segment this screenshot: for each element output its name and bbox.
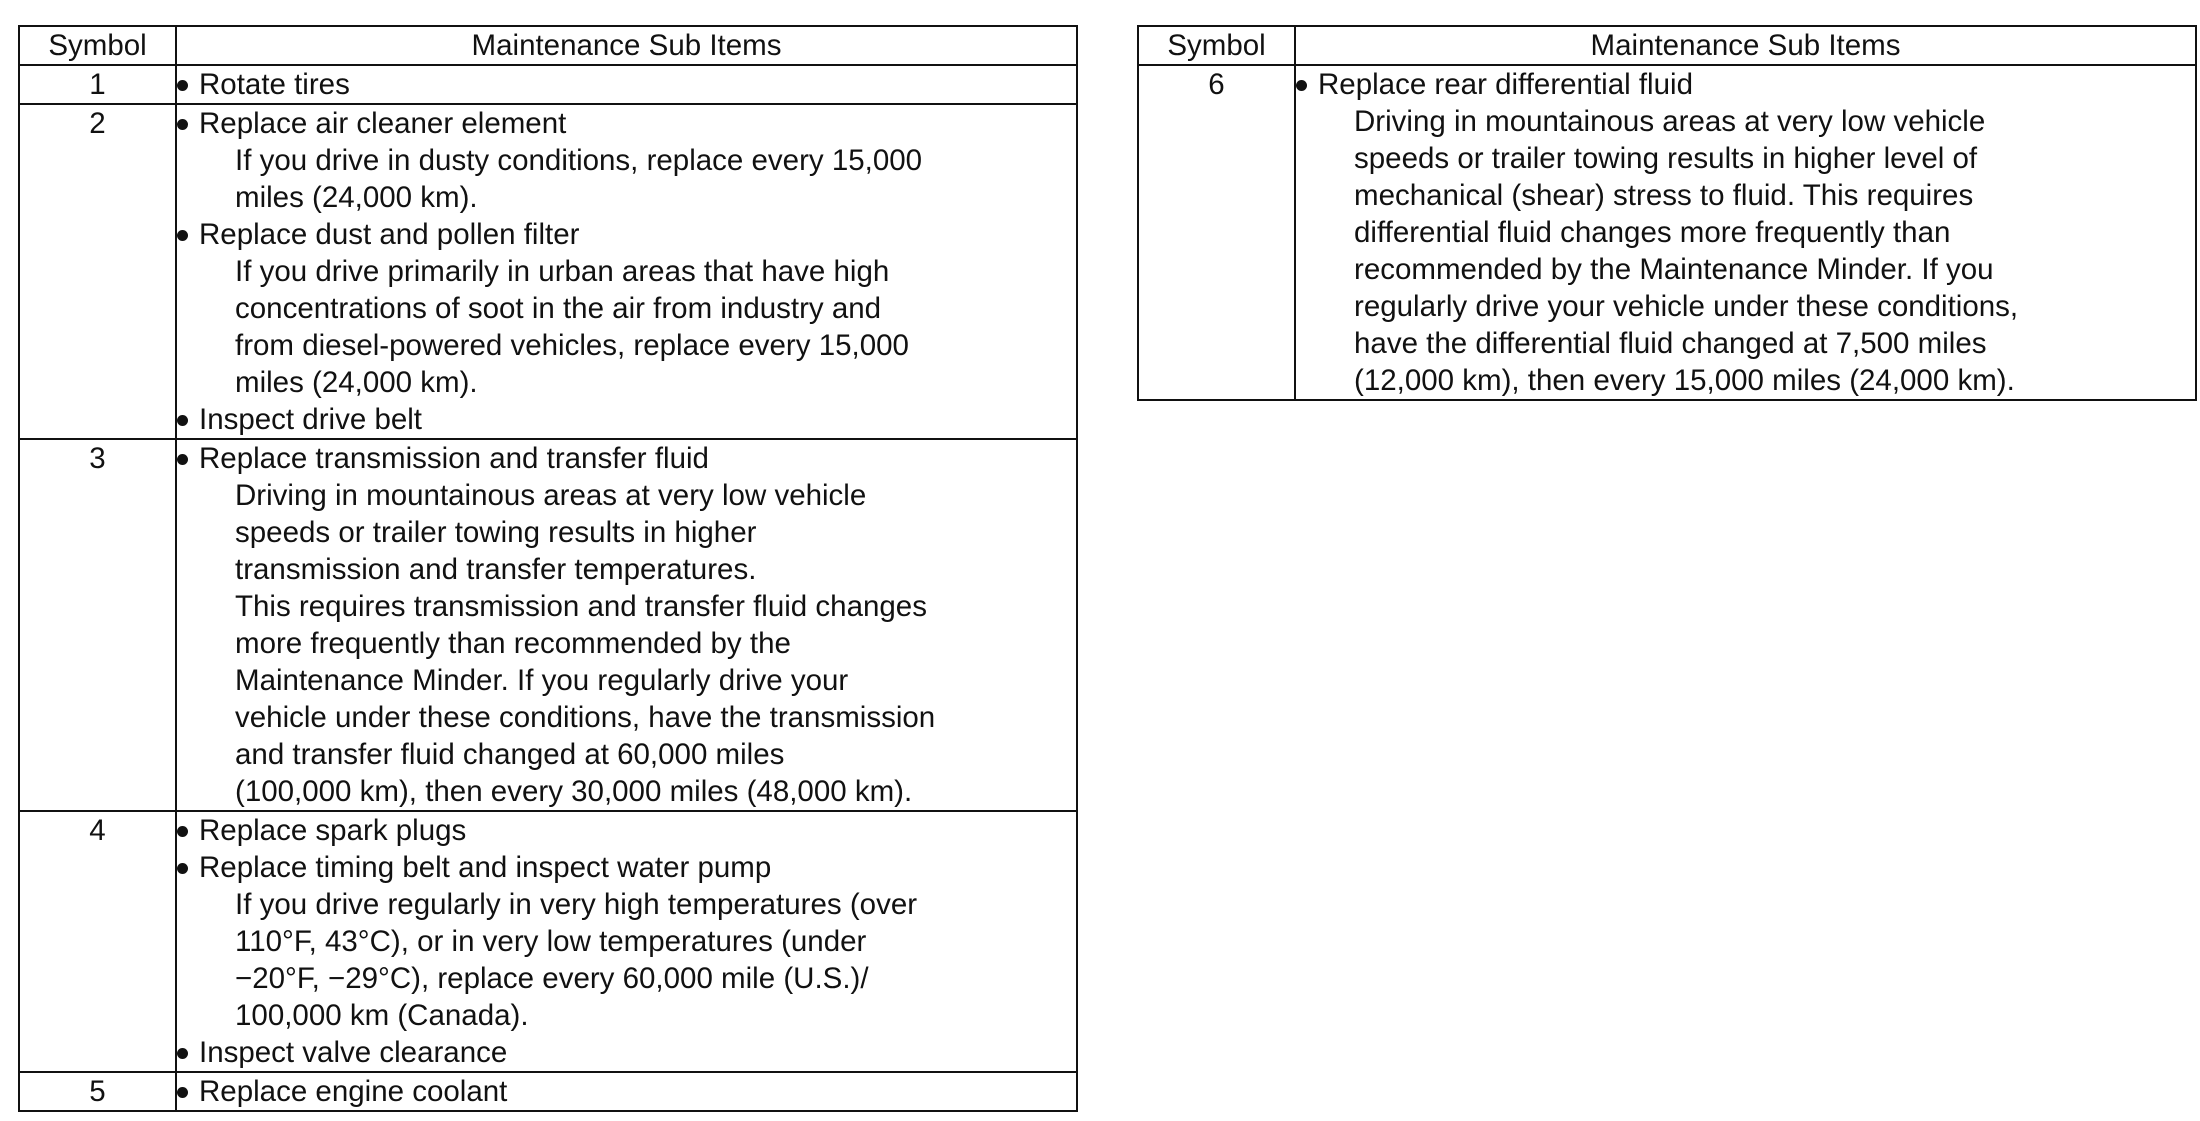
symbol-cell: 6 [1138,65,1295,400]
symbol-cell: 3 [19,439,176,811]
maintenance-item-note: Driving in mountainous areas at very low vehicle speeds or trailer towing results in higher transmission and transfer temperatures. This requires transmission and transfer fluid changes more frequently than recommended by the Maintenance Minder. If you regularly drive your vehicle under these conditions, have the transmission and transfer fluid changed at 60,000 miles (100,000 km), then every 30,000 miles (48,000 km). [235,479,936,808]
sub-items-cell [176,439,1077,811]
maintenance-table-left [18,25,1078,1112]
sub-items-column-header: Maintenance Sub Items [176,26,1077,65]
maintenance-item-note: If you drive in dusty conditions, replace every 15,000 miles (24,000 km). [235,144,923,214]
symbol-column-header: Symbol [19,26,176,65]
table-body [19,65,1077,1111]
table-header-row [19,26,1077,65]
maintenance-table-right [1137,25,2197,401]
sub-items-cell [1295,65,2196,400]
table-header-row [1138,26,2196,65]
maintenance-item: Replace engine coolant [177,1073,1076,1110]
maintenance-item: Inspect valve clearance [177,1034,1076,1071]
sub-items-cell [176,104,1077,439]
maintenance-item: Rotate tires [177,66,1076,103]
sub-items-cell [176,811,1077,1072]
table-row [19,811,1077,1072]
table-body [1138,65,2196,400]
sub-items-cell [176,1072,1077,1111]
maintenance-item: Replace dust and pollen filter [177,216,1076,253]
table-row [19,104,1077,439]
maintenance-item: Replace transmission and transfer fluid [177,440,1076,477]
table-row [19,1072,1077,1111]
maintenance-item: Replace timing belt and inspect water pump [177,849,1076,886]
maintenance-item: Inspect drive belt [177,401,1076,438]
table-row [1138,65,2196,400]
symbol-cell: 1 [19,65,176,104]
maintenance-item: Replace rear differential fluid [1296,66,2195,103]
symbol-cell: 4 [19,811,176,1072]
sub-items-column-header: Maintenance Sub Items [1295,26,2196,65]
maintenance-item-note: Driving in mountainous areas at very low vehicle speeds or trailer towing results in higher level of mechanical (shear) stress to fluid. This requires differential fluid changes more frequently than recommended by the Maintenance Minder. If you regularly drive your vehicle under these conditions, have the differential fluid changed at 7,500 miles (12,000 km), then every 15,000 miles (24,000 km). [1354,105,2019,397]
maintenance-item: Replace spark plugs [177,812,1076,849]
maintenance-item-note: If you drive regularly in very high temperatures (over 110°F, 43°C), or in very low temperatures (under −20°F, −29°C), replace every 60,000 mile (U.S.)/ 100,000 km (Canada). [235,888,918,1032]
table-row [19,439,1077,811]
symbol-cell: 2 [19,104,176,439]
symbol-cell: 5 [19,1072,176,1111]
symbol-column-header: Symbol [1138,26,1295,65]
table-row [19,65,1077,104]
sub-items-cell [176,65,1077,104]
maintenance-item: Replace air cleaner element [177,105,1076,142]
maintenance-item-note: If you drive primarily in urban areas that have high concentrations of soot in the air from industry and from diesel-powered vehicles, replace every 15,000 miles (24,000 km). [235,255,909,399]
